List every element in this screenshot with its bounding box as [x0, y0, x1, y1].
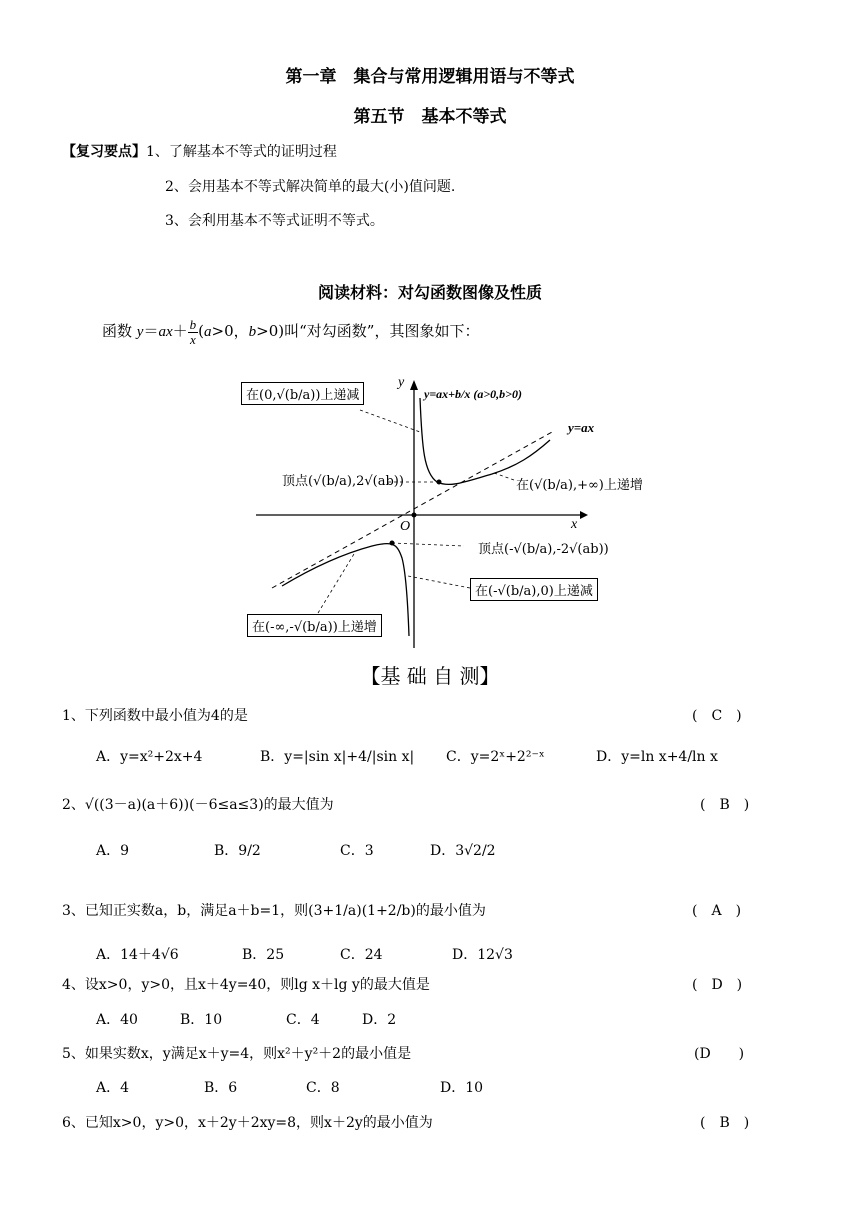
section-title: 第五节 基本不等式 — [353, 107, 507, 127]
question-1-answer: ( C ) — [692, 708, 742, 724]
q4-option-b: B．10 — [180, 1012, 223, 1028]
curve-label: y=ax+b/x (a>0,b>0) — [424, 387, 523, 401]
box-decreasing-left: 在(-√(b/a),0)上递减 — [470, 578, 598, 601]
box-decreasing-right: 在(0,√(b/a))上递减 — [241, 382, 364, 405]
curve-right-branch — [420, 398, 550, 484]
question-3-stem: 3、已知正实数a，b，满足a＋b=1，则(3+1/a)(1+2/b)的最小值为 — [62, 903, 486, 919]
q3-option-d: D．12√3 — [452, 947, 513, 963]
origin-point — [412, 513, 417, 518]
q3-option-b: B．25 — [242, 947, 285, 963]
q4-option-c: C．4 — [286, 1012, 320, 1028]
q5-option-a: A．4 — [96, 1080, 130, 1096]
asymptote-label: y=ax — [568, 420, 595, 435]
question-4-stem: 4、设x>0，y>0，且x＋4y=40，则lg x＋lg y的最大值是 — [62, 977, 430, 993]
y-axis-label: y — [398, 375, 405, 390]
increasing-right-label: 在(√(b/a),+∞)上递增 — [516, 478, 643, 493]
q5-option-b: B．6 — [204, 1080, 238, 1096]
leader-vertex-neg — [392, 543, 464, 546]
intro-suffix: 叫“对勾函数”，其图象如下： — [284, 322, 480, 341]
q1-option-b: B．y=|sin x|+4/|sin x| — [260, 749, 415, 765]
vertex-negative-label: 顶点(-√(b/a),-2√(ab)) — [478, 542, 609, 557]
q1-option-a: A．y=x²+2x+4 — [96, 749, 203, 765]
question-1-stem: 1、下列函数中最小值为4的是 — [62, 708, 248, 724]
question-3-answer: ( A ) — [692, 903, 742, 919]
leader-inc-right — [494, 473, 514, 480]
review-item-3: 3、会利用基本不等式证明不等式。 — [165, 213, 384, 229]
q5-option-c: C．8 — [306, 1080, 340, 1096]
question-5-answer: (D ) — [694, 1046, 745, 1062]
y-axis-arrow — [410, 380, 418, 390]
question-2-answer: ( B ) — [700, 797, 750, 813]
q5-option-d: D．10 — [440, 1080, 484, 1096]
q2-option-a: A．9 — [96, 843, 130, 859]
leader-inc-left — [318, 554, 354, 613]
q4-option-a: A．40 — [96, 1012, 138, 1028]
q2-option-c: C．3 — [340, 843, 374, 859]
q3-option-c: C．24 — [340, 947, 383, 963]
x-axis-label: x — [571, 517, 578, 532]
box-increasing-left: 在(-∞,-√(b/a))上递增 — [247, 614, 382, 637]
leader-dec-left — [408, 576, 470, 588]
review-item-2: 2、会用基本不等式解决简单的最大(小)值问题. — [165, 179, 456, 195]
review-block — [62, 141, 337, 161]
question-6-answer: ( B ) — [700, 1115, 750, 1131]
selftest-title: 【基 础 自 测】 — [360, 664, 500, 688]
question-4-answer: ( D ) — [692, 977, 743, 993]
q2-option-b: B．9/2 — [214, 843, 261, 859]
intro-prefix: 函数 — [102, 322, 133, 341]
origin-label: O — [400, 519, 411, 534]
question-6-stem: 6、已知x>0，y>0，x＋2y＋2xy=8，则x＋2y的最小值为 — [62, 1115, 433, 1131]
vertex-positive-label: 顶点(√(b/a),2√(ab)) — [282, 474, 404, 489]
reading-intro: 函数 y＝ax＋ $\frac{b}{x}$ (a>0，b>0)叫“对勾函数”，其图象如下： — [102, 317, 480, 347]
q1-option-d: D．y=ln x+4/ln x — [596, 749, 718, 765]
asymptote-line — [272, 432, 552, 588]
q4-option-d: D．2 — [362, 1012, 397, 1028]
question-2-stem: 2、√((3－a)(a＋6))(－6≤a≤3)的最大值为 — [62, 797, 334, 813]
x-axis-arrow — [580, 511, 588, 519]
q2-option-d: D．3√2/2 — [430, 843, 496, 859]
q3-option-a: A．14＋4√6 — [96, 947, 179, 963]
review-item-1: 1、了解基本不等式的证明过程 — [146, 144, 337, 160]
q1-option-c: C．y=2ˣ+2²⁻ˣ — [446, 749, 545, 765]
review-label: 【复习要点】 — [62, 144, 146, 160]
hook-function-figure — [232, 368, 672, 653]
reading-title: 阅读材料：对勾函数图像及性质 — [317, 283, 542, 302]
question-5-stem: 5、如果实数x，y满足x＋y=4，则x²＋y²＋2的最小值是 — [62, 1046, 412, 1062]
leader-dec-right — [360, 410, 420, 432]
chapter-title: 第一章 集合与常用逻辑用语与不等式 — [285, 67, 575, 87]
